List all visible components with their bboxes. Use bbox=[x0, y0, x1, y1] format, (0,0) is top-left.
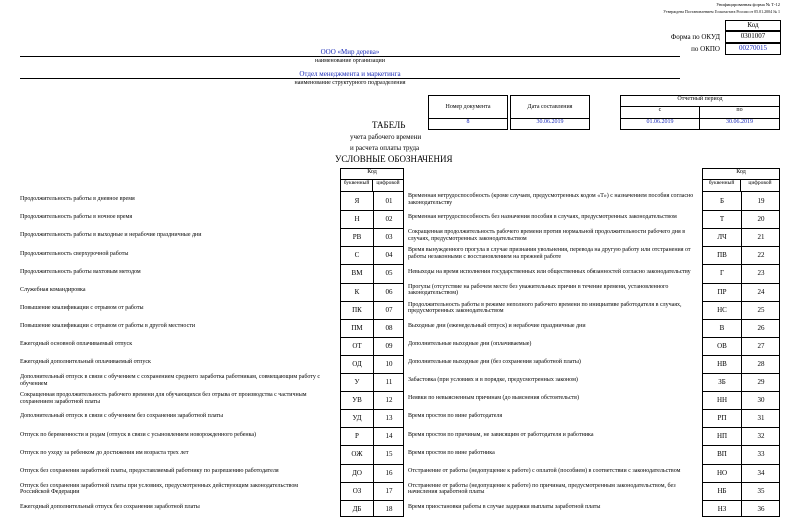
right-row-separator bbox=[703, 283, 779, 284]
right-digit-code: 26 bbox=[757, 323, 765, 332]
left-digit-code: 08 bbox=[385, 323, 393, 332]
period-to-label: по bbox=[699, 106, 780, 119]
right-row-description: Выходные дни (еженедельный отпуск) и нерабочие праздничные дни bbox=[408, 322, 586, 329]
left-row-separator bbox=[341, 210, 403, 211]
left-row-separator bbox=[341, 301, 403, 302]
left-letter-header: буквенный bbox=[340, 179, 373, 192]
left-letter-code: У bbox=[354, 378, 360, 386]
left-codes-body bbox=[340, 191, 404, 517]
left-letter-code: УВ bbox=[352, 396, 362, 405]
right-row-separator bbox=[703, 355, 779, 356]
right-row-description: Время приостановки работы в случае задержки выплаты заработной платы bbox=[408, 503, 601, 510]
left-letter-code: ОЗ bbox=[352, 486, 362, 495]
tabel-title: ТАБЕЛЬ bbox=[372, 120, 406, 130]
left-row-description: Служебная командировка bbox=[20, 286, 86, 293]
left-row-description: Ежегодный основной оплачиваемый отпуск bbox=[20, 341, 133, 348]
right-row-separator bbox=[703, 228, 779, 229]
right-letter-code: ВП bbox=[717, 450, 727, 459]
left-letter-code: ДБ bbox=[352, 504, 362, 513]
right-row-separator bbox=[703, 482, 779, 483]
left-row-separator bbox=[341, 264, 403, 265]
doc-date-header bbox=[510, 95, 590, 119]
right-digit-code: 24 bbox=[757, 287, 765, 296]
right-digit-code: 23 bbox=[757, 269, 765, 278]
left-digit-code: 12 bbox=[385, 396, 393, 405]
right-row-separator bbox=[703, 373, 779, 374]
right-row-description: Дополнительные выходные дни (без сохранения заработной платы) bbox=[408, 359, 581, 366]
left-row-description: Отпуск по беременности и родам (отпуск в связи с усыновлением новорожденного ребенка) bbox=[20, 431, 257, 438]
left-digit-code: 05 bbox=[385, 269, 393, 278]
right-digit-code: 32 bbox=[757, 432, 765, 441]
right-letter-code: ПВ bbox=[717, 251, 727, 260]
left-kod-header: Код bbox=[340, 168, 404, 180]
right-letter-code: НО bbox=[716, 468, 728, 477]
left-row-separator bbox=[341, 319, 403, 320]
left-letter-code: Н bbox=[354, 215, 360, 224]
right-letter-code: Т bbox=[719, 215, 725, 224]
right-row-description: Отстранение от работы (недопущение к работе) с оплатой (пособием) в соответствии с законодательством bbox=[408, 467, 681, 474]
left-row-separator bbox=[341, 500, 403, 501]
right-letter-code: В bbox=[719, 323, 725, 332]
right-row-separator bbox=[703, 319, 779, 320]
left-codes-table bbox=[340, 168, 404, 517]
right-row-separator bbox=[703, 246, 779, 247]
right-digit-code: 22 bbox=[757, 251, 765, 260]
left-row-description: Продолжительность сверхурочной работы bbox=[20, 250, 129, 257]
period-from-value: 01.06.2019 bbox=[620, 118, 700, 130]
left-letter-code: С bbox=[354, 251, 360, 260]
left-digit-code: 04 bbox=[385, 251, 393, 260]
right-digit-code: 31 bbox=[757, 414, 765, 423]
right-row-description: Дополнительные выходные дни (оплачиваемые) bbox=[408, 341, 532, 348]
right-digit-code: 19 bbox=[757, 197, 765, 205]
right-letter-code: НП bbox=[716, 432, 728, 441]
left-letter-code: К bbox=[354, 287, 360, 296]
right-kod-header: Код bbox=[702, 168, 780, 180]
left-row-separator bbox=[341, 445, 403, 446]
right-row-separator bbox=[703, 445, 779, 446]
left-digit-code: 15 bbox=[385, 450, 393, 459]
right-row-description: Время простоя по вине работодателя bbox=[408, 413, 503, 420]
left-row-description: Продолжительность работы вахтовым методом bbox=[20, 268, 141, 275]
period-from-label: с bbox=[620, 106, 700, 119]
period-header: Отчетный период bbox=[620, 95, 780, 107]
left-row-description: Продолжительность работы в выходные и нерабочие праздничные дни bbox=[20, 232, 202, 239]
left-letter-code: ВМ bbox=[351, 269, 363, 278]
right-row-separator bbox=[703, 210, 779, 211]
right-row-separator bbox=[703, 427, 779, 428]
right-letter-code: НН bbox=[716, 396, 728, 405]
left-row-description: Продолжительность работы в ночное время bbox=[20, 214, 133, 221]
right-letter-code: ПР bbox=[717, 287, 727, 296]
right-digit-code: 20 bbox=[757, 215, 765, 224]
left-row-separator bbox=[341, 427, 403, 428]
left-digit-code: 18 bbox=[385, 504, 393, 513]
left-row-description: Повышение квалификации с отрывом от работы bbox=[20, 304, 144, 311]
okpo-label: по ОКПО bbox=[691, 45, 720, 53]
okud-label: Форма по ОКУД bbox=[670, 33, 720, 41]
left-letter-code: ОЖ bbox=[351, 450, 363, 459]
left-row-description: Ежегодный дополнительный оплачиваемый отпуск bbox=[20, 359, 151, 366]
okud-value: 0301007 bbox=[725, 31, 781, 43]
kod-header: Код bbox=[725, 20, 781, 31]
right-row-separator bbox=[703, 391, 779, 392]
left-row-description: Ежегодный дополнительный отпуск без сохранения заработной платы bbox=[20, 503, 200, 510]
right-letter-code: ЗБ bbox=[718, 378, 726, 386]
left-letter-code: ДО bbox=[352, 468, 362, 477]
left-digit-code: 14 bbox=[385, 432, 393, 441]
right-codes-body bbox=[702, 191, 780, 517]
left-row-separator bbox=[341, 337, 403, 338]
okpo-value: 00270015 bbox=[725, 43, 781, 55]
tabel-subtitle-1: учета рабочего времени bbox=[350, 133, 422, 141]
left-row-description: Дополнительный отпуск в связи с обучением с сохранением среднего заработка работникам, совмещающим работу с обучением bbox=[20, 374, 320, 387]
right-row-separator bbox=[703, 337, 779, 338]
right-row-description: Прогулы (отсутствие на рабочем месте без уважительных причин в течение времени, установленного законодательством) bbox=[408, 283, 669, 297]
right-digit-code: 25 bbox=[757, 305, 765, 314]
right-row-separator bbox=[703, 264, 779, 265]
doc-num-header-text: Номер документа bbox=[445, 103, 491, 110]
left-digit-code: 11 bbox=[385, 378, 393, 386]
right-digit-code: 36 bbox=[757, 504, 765, 513]
org-name: ООО «Мир дерева» bbox=[20, 48, 680, 57]
left-row-separator bbox=[341, 464, 403, 465]
tabel-subtitle-2: и расчета оплаты труда bbox=[350, 144, 420, 152]
right-row-description: Забастовка (при условиях и в порядке, предусмотренных законом) bbox=[408, 377, 578, 384]
right-digit-code: 21 bbox=[757, 233, 765, 242]
right-digit-code: 28 bbox=[757, 359, 765, 368]
left-letter-code: РВ bbox=[352, 233, 362, 242]
right-row-description: Время вынужденного прогула в случае признания увольнения, перевода на другую работу или отстранения от работы незаконными с восстановлением на прежней работе bbox=[408, 247, 691, 260]
right-row-separator bbox=[703, 464, 779, 465]
left-row-separator bbox=[341, 482, 403, 483]
doc-num-value: 8 bbox=[428, 118, 508, 130]
left-row-description: Продолжительность работы в дневное время bbox=[20, 196, 135, 203]
left-letter-code: ПМ bbox=[351, 323, 363, 332]
right-digit-code: 30 bbox=[757, 396, 765, 405]
left-row-separator bbox=[341, 355, 403, 356]
right-letter-code: НВ bbox=[717, 359, 727, 368]
left-digit-code: 16 bbox=[385, 468, 393, 477]
left-row-description: Отпуск по уходу за ребенком до достижения им возраста трех лет bbox=[20, 449, 189, 456]
form-line-1: Унифицированная форма № Т-12 bbox=[716, 2, 780, 7]
right-letter-code: НС bbox=[717, 305, 727, 314]
left-row-description: Повышение квалификации с отрывом от работы в другой местности bbox=[20, 322, 196, 329]
left-digit-code: 07 bbox=[385, 305, 393, 314]
right-letter-code: РП bbox=[717, 414, 727, 423]
right-row-description: Время простоя по вине работника bbox=[408, 449, 495, 456]
right-letter-code: НЗ bbox=[717, 504, 727, 513]
right-digit-code: 33 bbox=[757, 450, 765, 459]
left-digit-code: 06 bbox=[385, 287, 393, 296]
left-digit-code: 02 bbox=[385, 215, 393, 224]
left-digit-code: 13 bbox=[385, 414, 393, 423]
left-digit-code: 17 bbox=[385, 486, 393, 495]
left-row-separator bbox=[341, 228, 403, 229]
left-letter-code: ОТ bbox=[352, 341, 362, 350]
doc-date-header-text: Дата составления bbox=[527, 103, 573, 110]
right-letter-code: Б bbox=[719, 197, 725, 205]
right-letter-code: НБ bbox=[717, 486, 727, 495]
left-row-separator bbox=[341, 373, 403, 374]
period-to-value: 30.06.2019 bbox=[699, 118, 780, 130]
left-row-description: Отпуск без сохранения заработной платы, предоставляемый работнику по разрешению работодателя bbox=[20, 467, 279, 474]
left-digit-header: цифровой bbox=[372, 179, 404, 192]
right-row-description: Невыходы на время исполнения государственных или общественных обязанностей согласно законодательству bbox=[408, 268, 691, 275]
left-row-separator bbox=[341, 246, 403, 247]
right-digit-code: 35 bbox=[757, 486, 765, 495]
right-row-description: Продолжительность работы в режиме неполного рабочего времени по инициативе работодателя в случаях, предусмотренных законодательством bbox=[408, 301, 682, 315]
left-digit-code: 01 bbox=[385, 197, 393, 205]
right-letter-code: ЛЧ bbox=[717, 233, 727, 242]
left-letter-code: УД bbox=[352, 414, 362, 423]
legend-title: УСЛОВНЫЕ ОБОЗНАЧЕНИЯ bbox=[335, 154, 453, 164]
right-row-description: Неявки по невыясненным причинам (до выяснения обстоятельств) bbox=[408, 395, 579, 402]
left-row-description: Сокращенная продолжительность рабочего времени для обучающихся без отрыва от производства с частичным сохранением заработной платы bbox=[20, 392, 307, 405]
right-digit-code: 29 bbox=[757, 378, 765, 386]
left-row-separator bbox=[341, 391, 403, 392]
doc-num-header bbox=[428, 95, 508, 119]
doc-date-value: 30.06.2019 bbox=[510, 118, 590, 130]
dept-caption: наименование структурного подразделения bbox=[294, 80, 406, 86]
right-digit-header: цифровой bbox=[740, 179, 780, 192]
right-letter-header: буквенный bbox=[702, 179, 741, 192]
left-digit-code: 10 bbox=[385, 359, 393, 368]
right-letter-code: ОВ bbox=[717, 341, 727, 350]
left-row-separator bbox=[341, 283, 403, 284]
right-row-separator bbox=[703, 301, 779, 302]
right-row-description: Временная нетрудоспособность (кроме случаев, предусмотренных кодом «Т») с назначением пособия согласно законодательству bbox=[408, 193, 694, 206]
right-row-separator bbox=[703, 500, 779, 501]
form-line-2: Утверждена Постановлением Госкомстата России от 05.01.2004 № 1 bbox=[663, 9, 780, 14]
org-name-caption: наименование организации bbox=[315, 58, 385, 64]
right-digit-code: 27 bbox=[757, 341, 765, 350]
left-letter-code: Р bbox=[355, 432, 359, 441]
left-row-separator bbox=[341, 409, 403, 410]
left-row-description: Дополнительный отпуск в связи с обучением без сохранения заработной платы bbox=[20, 413, 223, 420]
dept-name: Отдел менеджмента и маркетинга bbox=[20, 70, 680, 79]
right-row-description: Время простоя по причинам, не зависящим от работодателя и работника bbox=[408, 431, 594, 438]
left-digit-code: 09 bbox=[385, 341, 393, 350]
left-digit-code: 03 bbox=[385, 233, 393, 242]
left-letter-code: ОД bbox=[352, 359, 362, 368]
right-letter-code: Г bbox=[719, 269, 725, 278]
right-row-description: Сокращенная продолжительность рабочего времени против нормальной продолжительности рабочего дня в случаях, предусмотренных законодательством bbox=[408, 229, 686, 242]
left-letter-code: ПК bbox=[352, 305, 362, 314]
right-digit-code: 34 bbox=[757, 468, 765, 477]
right-row-separator bbox=[703, 409, 779, 410]
right-row-description: Отстранение от работы (недопущение к работе) по причинам, предусмотренным законодательством, без начисления заработной платы bbox=[408, 482, 676, 496]
right-row-description: Временная нетрудоспособность без назначения пособия в случаях, предусмотренных законодательством bbox=[408, 214, 677, 221]
right-codes-table bbox=[702, 168, 780, 517]
left-row-description: Отпуск без сохранения заработной платы при условиях, предусмотренных действующим законодательством Российской Федерации bbox=[20, 482, 299, 496]
left-letter-code: Я bbox=[354, 197, 360, 205]
